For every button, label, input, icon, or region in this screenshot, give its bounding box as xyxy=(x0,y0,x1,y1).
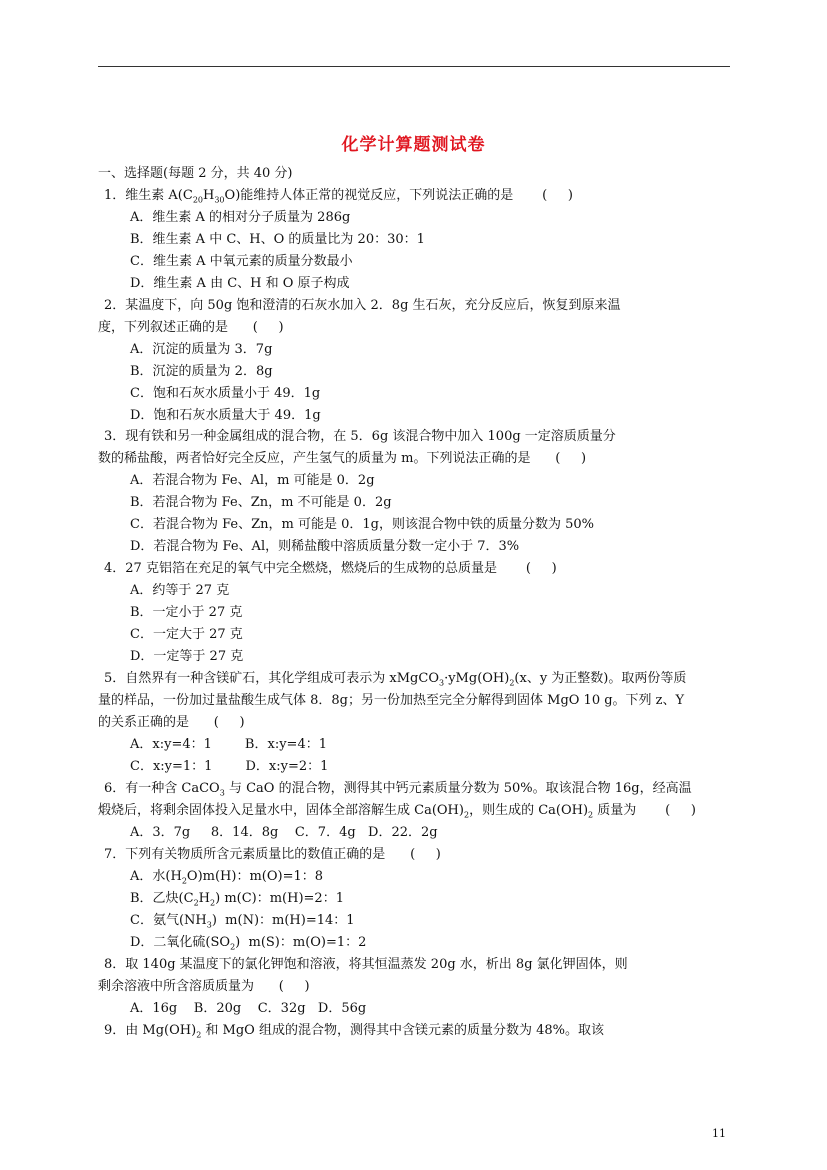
text-line: 1．维生素 $A(C_{20}H_{30}O)$能维持人体正常的视觉反应，下列说法正确的是 ( ) xyxy=(104,188,573,205)
text-line: A．维生素 A 的相对分子质量为 286g xyxy=(130,210,351,225)
text-line: D．一定等于 27 克 xyxy=(130,649,244,664)
page-number: 11 xyxy=(712,1127,726,1140)
text-line: 度，下列叙述正确的是 ( ) xyxy=(98,320,284,335)
text-line: C．一定大于 27 克 xyxy=(130,627,243,642)
text-line: C．x:y=1：1 D．x:y=2：1 xyxy=(130,759,329,774)
text-line: A．水$(H_2O)m(H)$：m(O)=1：8 xyxy=(130,869,324,886)
text-line: C．若混合物为 Fe、Zn，m 可能是 0．1g，则该混合物中铁的质量分数为 50% xyxy=(130,517,594,532)
text-line: A．沉淀的质量为 3．7g xyxy=(130,342,273,357)
text-line: B．维生素 A 中 C、H、O 的质量比为 20：30：1 xyxy=(130,232,425,247)
text-line: A．x:y=4：1 B．x:y=4：1 xyxy=(130,737,327,752)
text-line: D．饱和石灰水质量大于 49．1g xyxy=(130,408,321,423)
text-line: 9．由 $Mg(OH)_2$ 和 MgO 组成的混合物，测得其中含镁元素的质量分数为 48%。取该 xyxy=(104,1023,604,1040)
text-line: D．若混合物为 Fe、Al，则稀盐酸中溶质质量分数一定小于 7．3% xyxy=(130,539,520,554)
text-line: A．16g B．20g C．32g D．56g xyxy=(130,1001,367,1016)
text-line: B．若混合物为 Fe、Zn，m 不可能是 0．2g xyxy=(130,495,392,510)
text-line: B．乙炔$(C_2H_2)$ m(C)：m(H)=2：1 xyxy=(130,891,344,908)
text-line: D．维生素 A 由 C、H 和 O 原子构成 xyxy=(130,276,350,291)
text-line: 2．某温度下，向 50g 饱和澄清的石灰水加入 2．8g 生石灰，充分反应后，恢复到原来温 xyxy=(104,298,621,313)
text-line: 3．现有铁和另一种金属组成的混合物，在 5．6g 该混合物中加入 100g 一定溶质质量分 xyxy=(104,429,616,444)
text-line: 5．自然界有一种含镁矿石，其化学组成可表示为 $xMgCO_3\cdot yMg(OH)_2(x$、y 为正整数)。取两份等质 xyxy=(104,671,687,688)
text-line: A．约等于 27 克 xyxy=(130,583,230,598)
text-line: 量的样品，一份加过量盐酸生成气体 8．8g；另一份加热至完全分解得到固体 MgO 10 g。下列 z、Y xyxy=(98,693,685,708)
header-rule xyxy=(98,66,730,67)
text-line: C．维生素 A 中氧元素的质量分数最小 xyxy=(130,254,353,269)
page-title: 化学计算题测试卷 xyxy=(341,135,486,155)
text-line: 8．取 140g 某温度下的氯化钾饱和溶液，将其恒温蒸发 20g 水，析出 8g 氯化钾固体，则 xyxy=(104,957,628,972)
text-line: C．氨气$(NH_3)$ m(N)：m(H)=14：1 xyxy=(130,913,355,930)
text-line: 剩余溶液中所含溶质质量为 ( ) xyxy=(98,979,310,994)
text-line: C．饱和石灰水质量小于 49．1g xyxy=(130,386,321,401)
text-line: 数的稀盐酸，两者恰好完全反应，产生氢气的质量为 m。下列说法正确的是 ( ) xyxy=(98,451,587,466)
text-line: 煅烧后，将剩余固体投入足量水中，固体全部溶解生成 $Ca(OH)_2$，则生成的 $Ca(OH)_2$ 质量为 ( ) xyxy=(98,803,696,820)
text-line: 7．下列有关物质所含元素质量比的数值正确的是 ( ) xyxy=(104,847,441,862)
text-line: B．一定小于 27 克 xyxy=(130,605,243,620)
text-line: 4．27 克铝箔在充足的氧气中完全燃烧，燃烧后的生成物的总质量是 ( ) xyxy=(104,561,557,576)
text-line: 的关系正确的是 ( ) xyxy=(98,715,245,730)
text-line: 一、选择题(每题 2 分，共 40 分) xyxy=(98,166,293,181)
text-line: 6．有一种含 CaCO$_3$ 与 CaO 的混合物，测得其中钙元素质量分数为 50%。取该混合物 16g，经高温 xyxy=(104,781,692,798)
text-line: D．二氧化硫$(SO_2)$ m(S)：m(O)=1：2 xyxy=(130,935,367,952)
text-line: A．3．7g 8．14．8g C．7．4g D．22．2g xyxy=(130,825,438,840)
text-line: B．沉淀的质量为 2．8g xyxy=(130,364,273,379)
text-line: A．若混合物为 Fe、Al，m 可能是 0．2g xyxy=(130,473,375,488)
